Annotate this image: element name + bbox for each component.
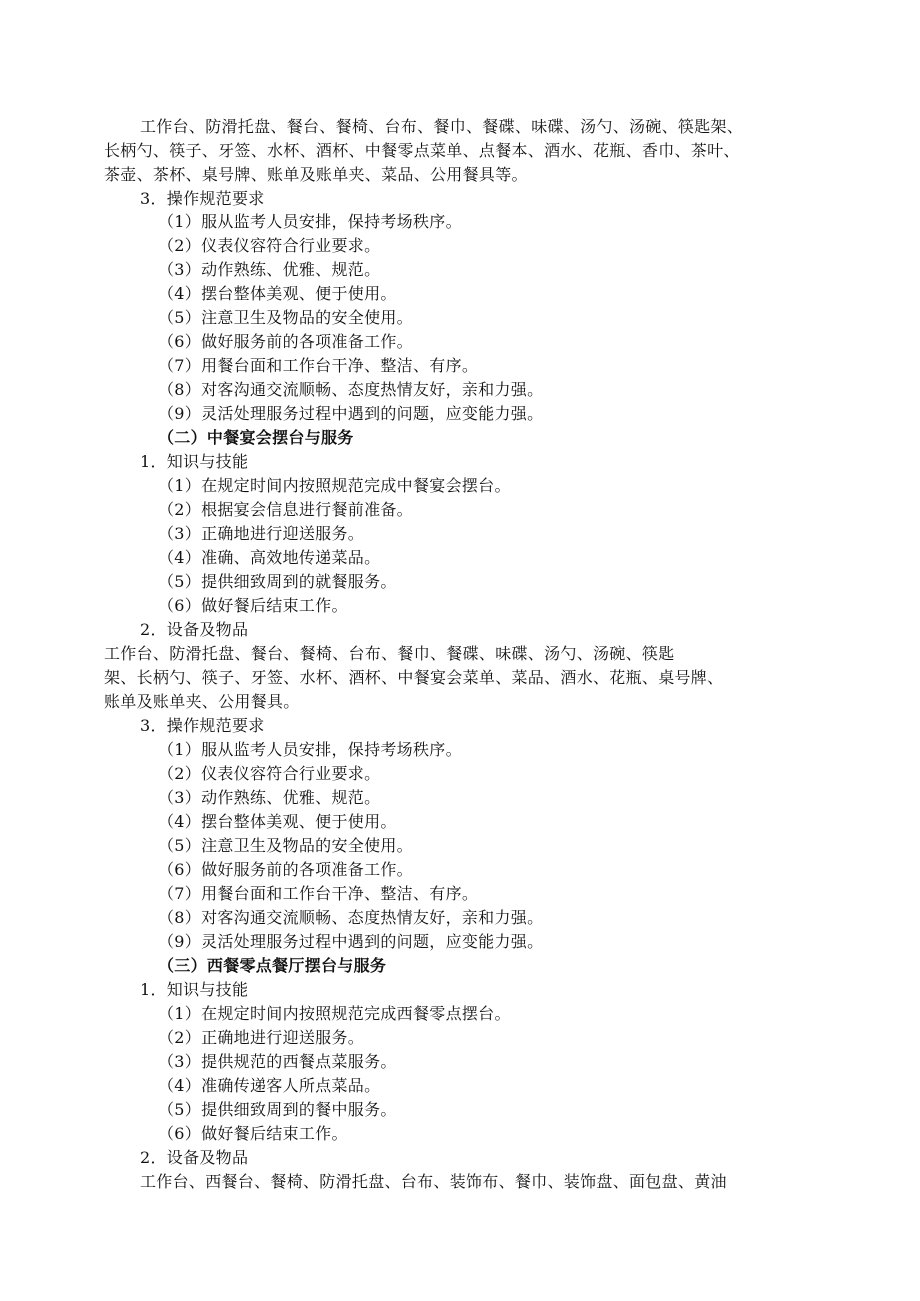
list-item: （5）注意卫生及物品的安全使用。	[158, 308, 413, 327]
subsection-heading: 3．操作规范要求	[140, 716, 265, 735]
subsection-heading: 3．操作规范要求	[140, 189, 265, 208]
subsection-heading: 1．知识与技能	[140, 980, 249, 999]
paragraph-line: 长柄勺、筷子、牙签、水杯、酒杯、中餐零点菜单、点餐本、酒水、花瓶、香巾、茶叶、	[104, 141, 740, 160]
list-item: （4）摆台整体美观、便于使用。	[158, 812, 397, 831]
list-item: （1）服从监考人员安排，保持考场秩序。	[158, 740, 462, 759]
list-item: （3）正确地进行迎送服务。	[158, 524, 365, 543]
list-item: （1）在规定时间内按照规范完成中餐宴会摆台。	[158, 476, 511, 495]
list-item: （7）用餐台面和工作台干净、整洁、有序。	[158, 884, 479, 903]
list-item: （8）对客沟通交流顺畅、态度热情友好，亲和力强。	[158, 380, 544, 399]
list-item: （6）做好餐后结束工作。	[158, 1124, 348, 1143]
list-item: （2）根据宴会信息进行餐前准备。	[158, 500, 413, 519]
subsection-heading: 1．知识与技能	[140, 452, 249, 471]
section-heading: （二）中餐宴会摆台与服务	[158, 428, 354, 447]
list-item: （6）做好服务前的各项准备工作。	[158, 860, 413, 879]
list-item: （3）动作熟练、优雅、规范。	[158, 260, 381, 279]
paragraph-line: 茶壶、茶杯、桌号牌、账单及账单夹、菜品、公用餐具等。	[104, 165, 528, 184]
list-item: （7）用餐台面和工作台干净、整洁、有序。	[158, 356, 479, 375]
list-item: （9）灵活处理服务过程中遇到的问题，应变能力强。	[158, 932, 544, 951]
list-item: （5）提供细致周到的就餐服务。	[158, 572, 397, 591]
list-item: （1）服从监考人员安排，保持考场秩序。	[158, 212, 462, 231]
list-item: （4）摆台整体美观、便于使用。	[158, 284, 397, 303]
paragraph-line: 账单及账单夹、公用餐具。	[104, 692, 300, 711]
paragraph-line: 工作台、防滑托盘、餐台、餐椅、台布、餐巾、餐碟、味碟、汤勺、汤碗、筷匙	[104, 644, 675, 663]
list-item: （9）灵活处理服务过程中遇到的问题，应变能力强。	[158, 404, 544, 423]
list-item: （3）提供规范的西餐点菜服务。	[158, 1052, 397, 1071]
paragraph-line: 工作台、防滑托盘、餐台、餐椅、台布、餐巾、餐碟、味碟、汤勺、汤碗、筷匙架、	[140, 117, 744, 136]
paragraph-line: 工作台、西餐台、餐椅、防滑托盘、台布、装饰布、餐巾、装饰盘、面包盘、黄油	[140, 1172, 727, 1191]
list-item: （2）正确地进行迎送服务。	[158, 1028, 365, 1047]
list-item: （3）动作熟练、优雅、规范。	[158, 788, 381, 807]
list-item: （1）在规定时间内按照规范完成西餐零点摆台。	[158, 1004, 511, 1023]
list-item: （4）准确、高效地传递菜品。	[158, 548, 381, 567]
subsection-heading: 2．设备及物品	[140, 620, 249, 639]
subsection-heading: 2．设备及物品	[140, 1148, 249, 1167]
list-item: （4）准确传递客人所点菜品。	[158, 1076, 381, 1095]
paragraph-line: 架、长柄勺、筷子、牙签、水杯、酒杯、中餐宴会菜单、菜品、酒水、花瓶、桌号牌、	[104, 668, 724, 687]
list-item: （6）做好餐后结束工作。	[158, 596, 348, 615]
list-item: （8）对客沟通交流顺畅、态度热情友好，亲和力强。	[158, 908, 544, 927]
section-heading: （三）西餐零点餐厅摆台与服务	[158, 956, 387, 975]
list-item: （6）做好服务前的各项准备工作。	[158, 332, 413, 351]
list-item: （2）仪表仪容符合行业要求。	[158, 236, 381, 255]
list-item: （2）仪表仪容符合行业要求。	[158, 764, 381, 783]
list-item: （5）提供细致周到的餐中服务。	[158, 1100, 397, 1119]
list-item: （5）注意卫生及物品的安全使用。	[158, 836, 413, 855]
